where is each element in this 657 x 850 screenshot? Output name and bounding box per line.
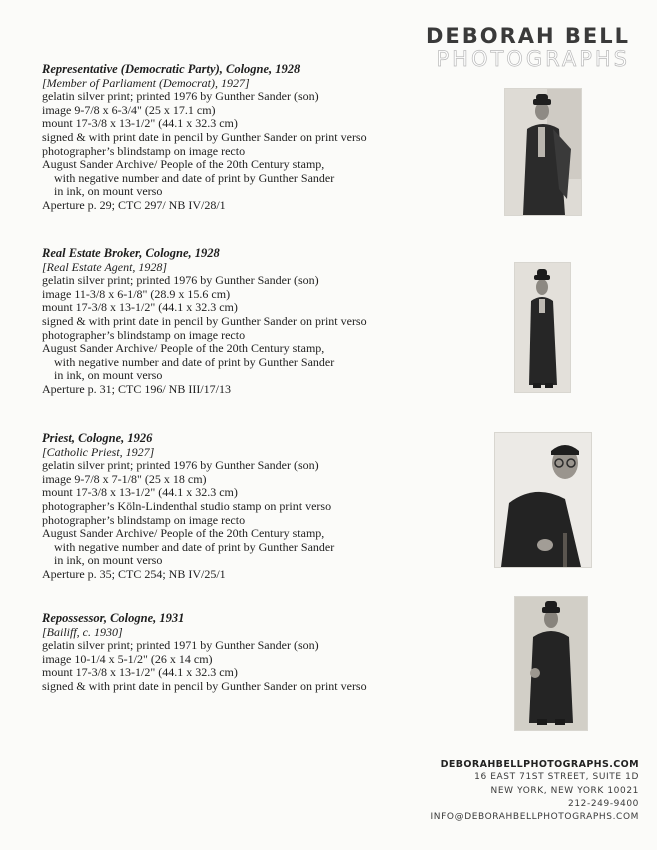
- standing-man-figure: [505, 89, 581, 215]
- entry-line: signed & with print date in pencil by Gunther Sander on print verso: [42, 313, 367, 328]
- entry-line: gelatin silver print; printed 1976 by Gunther Sander (son): [42, 273, 319, 288]
- entry-line: photographer’s blindstamp on image recto: [42, 143, 246, 158]
- photo-entry-representative: [42, 63, 462, 213]
- standing-man-figure: [515, 263, 570, 392]
- address-line-1: 16 EAST 71ST STREET, SUITE 1D: [474, 772, 639, 783]
- entry-line: image 10-1/4 x 5-1/2" (26 x 14 cm): [42, 651, 213, 666]
- entry-line: signed & with print date in pencil by Gunther Sander on print verso: [42, 678, 367, 693]
- entry-line-indent: in ink, on mount verso: [54, 184, 163, 199]
- entry-line: August Sander Archive/ People of the 20th Century stamp,: [42, 341, 325, 356]
- entry-line: gelatin silver print; printed 1971 by Gunther Sander (son): [42, 638, 319, 653]
- entry-alt-title: [Real Estate Agent, 1928]: [42, 259, 168, 274]
- entry-line-indent: with negative number and date of print by Gunther Sander: [54, 539, 335, 554]
- entry-line: gelatin silver print; printed 1976 by Gunther Sander (son): [42, 458, 319, 473]
- photo-thumbnail-repossessor: [514, 596, 588, 731]
- website-link[interactable]: DEBORAHBELLPHOTOGRAPHS.COM: [440, 759, 639, 770]
- photo-entry-priest: [42, 432, 462, 582]
- entry-line: mount 17-3/8 x 13-1/2" (44.1 x 32.3 cm): [42, 485, 238, 500]
- entry-line: gelatin silver print; printed 1976 by Gunther Sander (son): [42, 89, 319, 104]
- photo-thumbnail-real-estate-broker: [514, 262, 571, 393]
- entry-line: signed & with print date in pencil by Gunther Sander on print verso: [42, 129, 367, 144]
- entry-line: mount 17-3/8 x 13-1/2" (44.1 x 32.3 cm): [42, 116, 238, 131]
- entry-title: Real Estate Broker, Cologne, 1928: [42, 246, 220, 260]
- entry-title: Repossessor, Cologne, 1931: [42, 611, 185, 625]
- entry-line-indent: in ink, on mount verso: [54, 368, 163, 383]
- entry-title: Representative (Democratic Party), Cologne, 1928: [42, 62, 301, 76]
- entry-line: photographer’s blindstamp on image recto: [42, 327, 246, 342]
- entry-line: August Sander Archive/ People of the 20th Century stamp,: [42, 157, 325, 172]
- entry-line: image 9-7/8 x 6-3/4" (25 x 17.1 cm): [42, 102, 216, 117]
- standing-man-figure: [515, 597, 587, 730]
- entry-line: image 9-7/8 x 7-1/8" (25 x 18 cm): [42, 471, 207, 486]
- entry-line-indent: in ink, on mount verso: [54, 553, 163, 568]
- entry-reference: Aperture p. 29; CTC 297/ NB IV/28/1: [42, 197, 226, 212]
- entry-line: photographer’s blindstamp on image recto: [42, 512, 246, 527]
- photo-thumbnail-priest: [494, 432, 592, 568]
- logo-name: DEBORAH BELL: [425, 24, 630, 48]
- phone-number: 212-249-9400: [568, 798, 639, 809]
- entry-alt-title: [Member of Parliament (Democrat), 1927]: [42, 75, 250, 90]
- photo-entry-repossessor: [42, 612, 462, 694]
- address-line-2: NEW YORK, NEW YORK 10021: [490, 785, 639, 796]
- entry-reference: Aperture p. 31; CTC 196/ NB III/17/13: [42, 381, 231, 396]
- contact-footer: [431, 758, 639, 824]
- entry-line: August Sander Archive/ People of the 20th Century stamp,: [42, 526, 325, 541]
- entry-line: image 11-3/8 x 6-1/8" (28.9 x 15.6 cm): [42, 286, 231, 301]
- entry-line-indent: with negative number and date of print by Gunther Sander: [54, 354, 335, 369]
- entry-line: photographer’s Köln-Lindenthal studio stamp on print verso: [42, 498, 332, 513]
- seated-priest-figure: [495, 433, 591, 567]
- photo-thumbnail-representative: [504, 88, 582, 216]
- email-link[interactable]: INFO@DEBORAHBELLPHOTOGRAPHS.COM: [430, 812, 639, 823]
- entry-alt-title: [Bailiff, c. 1930]: [42, 624, 123, 639]
- entry-line-indent: with negative number and date of print by Gunther Sander: [54, 170, 335, 185]
- logo-subtitle: PHOTOGRAPHS: [436, 47, 630, 71]
- photo-entry-real-estate-broker: [42, 247, 462, 397]
- entry-line: mount 17-3/8 x 13-1/2" (44.1 x 32.3 cm): [42, 665, 238, 680]
- entry-alt-title: [Catholic Priest, 1927]: [42, 444, 155, 459]
- entry-reference: Aperture p. 35; CTC 254; NB IV/25/1: [42, 566, 226, 581]
- entry-title: Priest, Cologne, 1926: [42, 431, 153, 445]
- entry-line: mount 17-3/8 x 13-1/2" (44.1 x 32.3 cm): [42, 300, 238, 315]
